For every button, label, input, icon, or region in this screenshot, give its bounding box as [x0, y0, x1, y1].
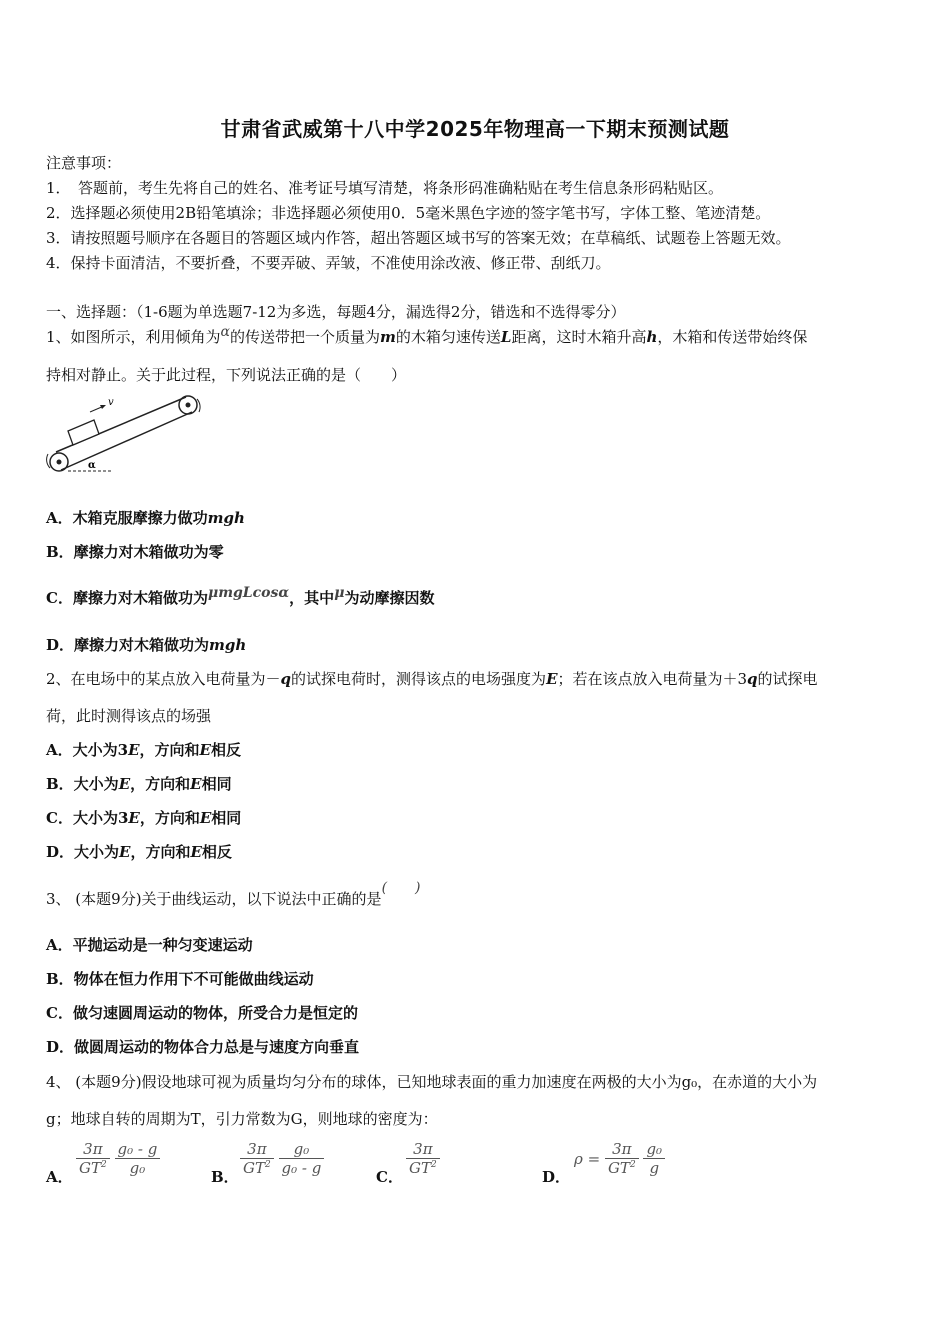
angle-label: α: [88, 460, 96, 471]
q1-option-d: D．摩擦力对木箱做功为mgh: [46, 636, 247, 654]
q3-stem: 3、 (本题9分)关于曲线运动，以下说法中正确的是( ): [46, 880, 421, 908]
q4-label-a: A．: [46, 1168, 73, 1186]
q1-option-a: A．木箱克服摩擦力做功mgh: [46, 509, 245, 527]
q3-option-c: C．做匀速圆周运动的物体，所受合力是恒定的: [46, 1004, 358, 1022]
q3-option-b: B．物体在恒力作用下不可能做曲线运动: [46, 970, 314, 988]
q4-stem-line2: g；地球自转的周期为T，引力常数为G，则地球的密度为：: [46, 1110, 438, 1128]
q4-formula-a: $\frac{3\pi}{GT^2}$ $\frac{\text{g₀ - g}}{\text{g₀}}$: [76, 1140, 160, 1177]
q3-option-a: A．平抛运动是一种匀变速运动: [46, 936, 253, 954]
q2-option-b: B．大小为E，方向和E相同: [46, 775, 232, 793]
notice-item-3: 3．请按照题号顺序在各题目的答题区域内作答，超出答题区域书写的答案无效；在草稿纸、试题卷上答题无效。: [46, 229, 791, 247]
q4-label-c: C．: [376, 1168, 403, 1186]
q2-option-d: D．大小为E，方向和E相反: [46, 843, 232, 861]
q3-option-d: D．做圆周运动的物体合力总是与速度方向垂直: [46, 1038, 360, 1056]
notice-item-2: 2．选择题必须使用2B铅笔填涂；非选择题必须使用0．5毫米黑色字迹的签字笔书写，字体工整、笔迹清楚。: [46, 204, 771, 222]
q4-label-b: B．: [211, 1168, 239, 1186]
alpha-symbol: α: [220, 324, 231, 340]
q4-formula-b: $\frac{3\pi}{GT^2}$ $\frac{\text{g₀}}{\text{g₀ - g}}$: [240, 1140, 324, 1177]
q1-option-c: C．摩擦力对木箱做功为μmgLcosα，其中μ为动摩擦因数: [46, 585, 435, 607]
q4-stem-line1: 4、 (本题9分)假设地球可视为质量均匀分布的球体，已知地球表面的重力加速度在两极的大小为g₀，在赤道的大小为: [46, 1073, 818, 1091]
notice-item-4: 4．保持卡面清洁，不要折叠，不要弄破、弄皱，不准使用涂改液、修正带、刮纸刀。: [46, 254, 611, 272]
q2-option-c: C．大小为3E，方向和E相同: [46, 809, 242, 827]
q2-stem-line1: 2、在电场中的某点放入电荷量为－q的试探电荷时，测得该点的电场强度为E；若在该点放入电荷量为＋3q的试探电: [46, 670, 818, 688]
page-title: 甘肃省武威第十八中学2025年物理高一下期末预测试题: [220, 117, 730, 141]
conveyor-belt-figure: [44, 392, 214, 476]
q2-stem-line2: 荷，此时测得该点的场强: [46, 707, 212, 725]
notice-heading: 注意事项：: [46, 154, 122, 172]
q1-stem-line2: 持相对静止。关于此过程，下列说法正确的是（ ）: [46, 366, 407, 384]
q1-stem-line1: 1、如图所示，利用倾角为α的传送带把一个质量为m的木箱匀速传送L距离，这时木箱升高h，木箱和传送带始终保: [46, 324, 808, 346]
q4-options: [46, 1140, 746, 1196]
velocity-label: v: [108, 397, 114, 408]
q2-option-a: A．大小为3E，方向和E相反: [46, 741, 241, 759]
section-heading: 一、选择题：（1-6题为单选题7-12为多选，每题4分，漏选得2分，错选和不选得零分）: [46, 303, 626, 321]
q1-option-b: B．摩擦力对木箱做功为零: [46, 543, 224, 561]
q4-formula-d: ρ = $\frac{3\pi}{GT^2}$ $\frac{\text{g₀}}{g}$: [574, 1140, 665, 1177]
work-expression: μmgLcosα: [207, 585, 290, 601]
q4-formula-c: $\frac{3\pi}{GT^2}$: [406, 1140, 440, 1177]
notice-item-1: 1． 答题前，考生先将自己的姓名、准考证号填写清楚，将条形码准确粘贴在考生信息条形码粘贴区。: [46, 179, 724, 197]
q4-label-d: D．: [542, 1168, 571, 1186]
